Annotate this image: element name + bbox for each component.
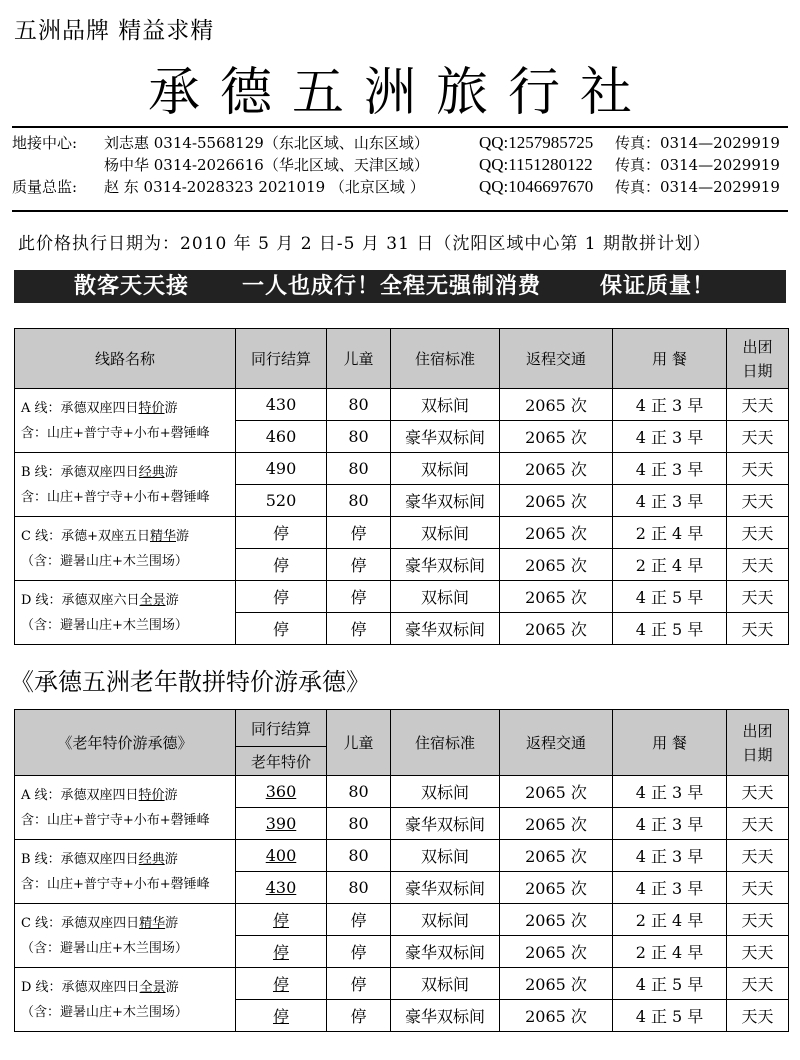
price-cell <box>236 549 327 581</box>
child-price-cell: 80 <box>327 389 391 421</box>
route-title-suffix: 游 <box>165 915 179 931</box>
departure-cell: 天天 <box>727 872 789 904</box>
price-cell <box>236 453 327 485</box>
table-row <box>15 968 789 1000</box>
price-value: 490 <box>265 459 297 478</box>
departure-cell: 天天 <box>727 1000 789 1032</box>
route-title-prefix: D 线：承德双座六日 <box>21 592 140 608</box>
meals-cell: 4 正 3 早 <box>613 421 727 453</box>
route-title <box>21 911 235 936</box>
price-cell <box>236 517 327 549</box>
transport-cell: 2065 次 <box>500 389 613 421</box>
route-title-highlight: 全景 <box>139 979 166 995</box>
contact-fax: 传真：0314—2029919 <box>615 178 780 196</box>
price-value: 停 <box>272 524 289 543</box>
header-meals: 用 餐 <box>613 329 727 389</box>
transport-cell: 2065 次 <box>500 1000 613 1032</box>
transport-cell: 2065 次 <box>500 808 613 840</box>
route-title <box>21 588 235 613</box>
price-value: 400 <box>265 846 297 865</box>
child-price-cell: 停 <box>327 968 391 1000</box>
banner-text-1: 散客天天接 <box>74 274 190 299</box>
table-row <box>15 776 789 808</box>
contact-name-phone: 刘志惠 0314-5568129（东北区域、山东区域） <box>104 134 429 152</box>
route-title-highlight: 全景 <box>139 592 166 608</box>
transport-cell: 2065 次 <box>500 613 613 645</box>
child-price-cell: 80 <box>327 776 391 808</box>
price-value: 停 <box>272 620 289 639</box>
transport-cell: 2065 次 <box>500 840 613 872</box>
meals-cell: 2 正 4 早 <box>613 549 727 581</box>
departure-cell: 天天 <box>727 808 789 840</box>
route-attractions: 含：山庄+普宁寺+小布+磬锤峰 <box>21 489 210 505</box>
price-value: 停 <box>272 1007 289 1026</box>
table-row <box>15 389 789 421</box>
route-attractions: （含：避暑山庄+木兰围场） <box>21 553 188 569</box>
route-title-prefix: B 线：承德双座四日 <box>21 851 139 867</box>
route-attractions: （含：避暑山庄+木兰围场） <box>21 940 188 956</box>
section-title-seniors: 《承德五洲老年散拼特价游承德》 <box>10 668 370 696</box>
route-title-highlight: 特价 <box>138 787 165 803</box>
hotel-cell: 豪华双标间 <box>391 613 500 645</box>
departure-cell: 天天 <box>727 581 789 613</box>
hotel-cell: 豪华双标间 <box>391 936 500 968</box>
meals-cell: 4 正 5 早 <box>613 613 727 645</box>
contact-name-phone: 赵 东 0314-2028323 2021019 （北京区域 ） <box>104 178 425 196</box>
departure-cell: 天天 <box>727 389 789 421</box>
promo-banner <box>14 270 786 303</box>
contact-role: 质量总监: <box>12 178 78 196</box>
hotel-cell: 双标间 <box>391 389 500 421</box>
route-title-highlight: 经典 <box>138 464 165 480</box>
departure-cell: 天天 <box>727 485 789 517</box>
price-value: 停 <box>272 588 289 607</box>
departure-cell: 天天 <box>727 549 789 581</box>
route-title <box>21 396 235 421</box>
route-title-prefix: D 线：承德双座四日 <box>21 979 140 995</box>
contact-qq: QQ:1257985725 <box>479 133 594 152</box>
price-cell <box>236 808 327 840</box>
price-cell <box>236 904 327 936</box>
route-title <box>21 847 235 872</box>
contact-role: 地接中心: <box>12 134 78 152</box>
price-cell <box>236 936 327 968</box>
header-transport: 返程交通 <box>500 710 613 776</box>
route-attractions: 含：山庄+普宁寺+小布+磬锤峰 <box>21 812 210 828</box>
table-row <box>15 840 789 872</box>
route-title-suffix: 游 <box>164 464 178 480</box>
route-title-prefix: C 线：承德双座四日 <box>21 915 140 931</box>
meals-cell: 4 正 3 早 <box>613 872 727 904</box>
hotel-cell: 豪华双标间 <box>391 808 500 840</box>
transport-cell: 2065 次 <box>500 936 613 968</box>
transport-cell: 2065 次 <box>500 485 613 517</box>
hotel-cell: 豪华双标间 <box>391 872 500 904</box>
table-row <box>15 517 789 549</box>
hotel-cell: 双标间 <box>391 968 500 1000</box>
transport-cell: 2065 次 <box>500 517 613 549</box>
header-departure <box>727 710 789 776</box>
child-price-cell: 停 <box>327 904 391 936</box>
meals-cell: 4 正 5 早 <box>613 1000 727 1032</box>
price-cell <box>236 389 327 421</box>
price-table-seniors <box>14 709 789 1032</box>
header-child: 儿童 <box>327 329 391 389</box>
price-value: 停 <box>272 975 289 994</box>
transport-cell: 2065 次 <box>500 968 613 1000</box>
transport-cell: 2065 次 <box>500 453 613 485</box>
transport-cell: 2065 次 <box>500 549 613 581</box>
header-departure-line2: 日期 <box>742 745 773 764</box>
transport-cell: 2065 次 <box>500 776 613 808</box>
header-transport: 返程交通 <box>500 329 613 389</box>
contact-qq: QQ:1046697670 <box>479 177 594 196</box>
meals-cell: 4 正 3 早 <box>613 808 727 840</box>
meals-cell: 2 正 4 早 <box>613 517 727 549</box>
header-hotel: 住宿标准 <box>391 329 500 389</box>
route-title-suffix: 游 <box>164 851 178 867</box>
route-title-highlight: 特价 <box>138 400 165 416</box>
route-name-cell <box>15 453 236 517</box>
price-value: 360 <box>265 782 297 801</box>
child-price-cell: 80 <box>327 485 391 517</box>
price-cell <box>236 613 327 645</box>
header-price: 同行结算 <box>236 329 327 389</box>
header-departure-line1: 出团 <box>742 721 773 740</box>
child-price-cell: 80 <box>327 808 391 840</box>
price-value: 390 <box>265 814 297 833</box>
header-meals: 用 餐 <box>613 710 727 776</box>
header-departure-line1: 出团 <box>742 337 773 356</box>
price-value: 停 <box>272 556 289 575</box>
price-cell <box>236 776 327 808</box>
price-value: 430 <box>265 395 297 414</box>
header-departure-line2: 日期 <box>742 361 773 380</box>
route-title-suffix: 游 <box>165 592 179 608</box>
contact-qq: QQ:1151280122 <box>479 155 593 174</box>
table-header-row <box>15 710 789 747</box>
child-price-cell: 80 <box>327 421 391 453</box>
child-price-cell: 80 <box>327 453 391 485</box>
table-header-row <box>15 329 789 389</box>
banner-text-3: 保证质量！ <box>600 274 716 299</box>
meals-cell: 4 正 3 早 <box>613 453 727 485</box>
meals-cell: 2 正 4 早 <box>613 904 727 936</box>
route-title-prefix: C 线：承德+双座五日 <box>21 528 150 544</box>
hotel-cell: 双标间 <box>391 904 500 936</box>
meals-cell: 4 正 3 早 <box>613 389 727 421</box>
header-price: 同行结算 <box>236 710 327 747</box>
child-price-cell: 停 <box>327 581 391 613</box>
header-route: 线路名称 <box>15 329 236 389</box>
route-title <box>21 460 235 485</box>
departure-cell: 天天 <box>727 904 789 936</box>
transport-cell: 2065 次 <box>500 581 613 613</box>
header-departure <box>727 329 789 389</box>
child-price-cell: 停 <box>327 517 391 549</box>
slogan: 五洲品牌 精益求精 <box>14 18 215 44</box>
child-price-cell: 停 <box>327 936 391 968</box>
route-title-suffix: 游 <box>164 787 178 803</box>
route-title-suffix: 游 <box>164 400 178 416</box>
route-name-cell <box>15 904 236 968</box>
price-value: 520 <box>265 491 297 510</box>
header-child: 儿童 <box>327 710 391 776</box>
route-attractions: （含：避暑山庄+木兰围场） <box>21 617 188 633</box>
header-route: 《老年特价游承德》 <box>15 710 236 776</box>
price-value: 460 <box>265 427 297 446</box>
route-title-highlight: 精华 <box>149 528 176 544</box>
price-cell <box>236 840 327 872</box>
price-cell <box>236 581 327 613</box>
child-price-cell: 停 <box>327 549 391 581</box>
hotel-cell: 双标间 <box>391 517 500 549</box>
departure-cell: 天天 <box>727 517 789 549</box>
departure-cell: 天天 <box>727 613 789 645</box>
route-attractions: 含：山庄+普宁寺+小布+磬锤峰 <box>21 425 210 441</box>
route-title-suffix: 游 <box>165 979 179 995</box>
hotel-cell: 双标间 <box>391 840 500 872</box>
child-price-cell: 80 <box>327 872 391 904</box>
price-cell <box>236 485 327 517</box>
child-price-cell: 停 <box>327 613 391 645</box>
route-name-cell <box>15 517 236 581</box>
header-price-senior: 老年特价 <box>236 747 327 776</box>
meals-cell: 4 正 5 早 <box>613 581 727 613</box>
departure-cell: 天天 <box>727 840 789 872</box>
table-row <box>15 453 789 485</box>
child-price-cell: 80 <box>327 840 391 872</box>
route-attractions: （含：避暑山庄+木兰围场） <box>21 1004 188 1020</box>
departure-cell: 天天 <box>727 421 789 453</box>
route-name-cell <box>15 389 236 453</box>
price-value: 停 <box>272 911 289 930</box>
price-cell <box>236 421 327 453</box>
route-name-cell <box>15 776 236 840</box>
route-title-prefix: B 线：承德双座四日 <box>21 464 139 480</box>
meals-cell: 2 正 4 早 <box>613 936 727 968</box>
company-name: 承德五洲旅行社 <box>147 63 652 123</box>
header-hotel: 住宿标准 <box>391 710 500 776</box>
hotel-cell: 豪华双标间 <box>391 421 500 453</box>
route-name-cell <box>15 968 236 1032</box>
meals-cell: 4 正 5 早 <box>613 968 727 1000</box>
route-title-highlight: 精华 <box>139 915 166 931</box>
hotel-cell: 豪华双标间 <box>391 1000 500 1032</box>
price-cell <box>236 1000 327 1032</box>
price-table-standard <box>14 328 789 645</box>
divider-top <box>12 126 788 128</box>
route-name-cell <box>15 840 236 904</box>
divider-contacts <box>12 210 788 212</box>
validity-dates: 此价格执行日期为：2010 年 5 月 2 日-5 月 31 日（沈阳区域中心第 1 期散拼计划） <box>18 234 711 254</box>
route-title <box>21 783 235 808</box>
transport-cell: 2065 次 <box>500 421 613 453</box>
departure-cell: 天天 <box>727 968 789 1000</box>
hotel-cell: 豪华双标间 <box>391 549 500 581</box>
route-title-prefix: A 线：承德双座四日 <box>21 787 139 803</box>
contact-name-phone: 杨中华 0314-2026616（华北区域、天津区域） <box>104 156 429 174</box>
route-title <box>21 524 235 549</box>
hotel-cell: 双标间 <box>391 453 500 485</box>
price-value: 430 <box>265 878 297 897</box>
banner-text-2: 一人也成行！全程无强制消费 <box>242 274 542 299</box>
meals-cell: 4 正 3 早 <box>613 840 727 872</box>
child-price-cell: 停 <box>327 1000 391 1032</box>
route-attractions: 含：山庄+普宁寺+小布+磬锤峰 <box>21 876 210 892</box>
table-row <box>15 904 789 936</box>
meals-cell: 4 正 3 早 <box>613 776 727 808</box>
route-name-cell <box>15 581 236 645</box>
route-title-prefix: A 线：承德双座四日 <box>21 400 139 416</box>
departure-cell: 天天 <box>727 936 789 968</box>
contact-fax: 传真：0314—2029919 <box>615 134 780 152</box>
route-title-suffix: 游 <box>176 528 190 544</box>
table-row <box>15 581 789 613</box>
hotel-cell: 双标间 <box>391 776 500 808</box>
departure-cell: 天天 <box>727 453 789 485</box>
route-title <box>21 975 235 1000</box>
hotel-cell: 豪华双标间 <box>391 485 500 517</box>
price-value: 停 <box>272 943 289 962</box>
meals-cell: 4 正 3 早 <box>613 485 727 517</box>
transport-cell: 2065 次 <box>500 904 613 936</box>
hotel-cell: 双标间 <box>391 581 500 613</box>
departure-cell: 天天 <box>727 776 789 808</box>
transport-cell: 2065 次 <box>500 872 613 904</box>
price-cell <box>236 872 327 904</box>
contact-fax: 传真：0314—2029919 <box>615 156 780 174</box>
price-cell <box>236 968 327 1000</box>
route-title-highlight: 经典 <box>138 851 165 867</box>
